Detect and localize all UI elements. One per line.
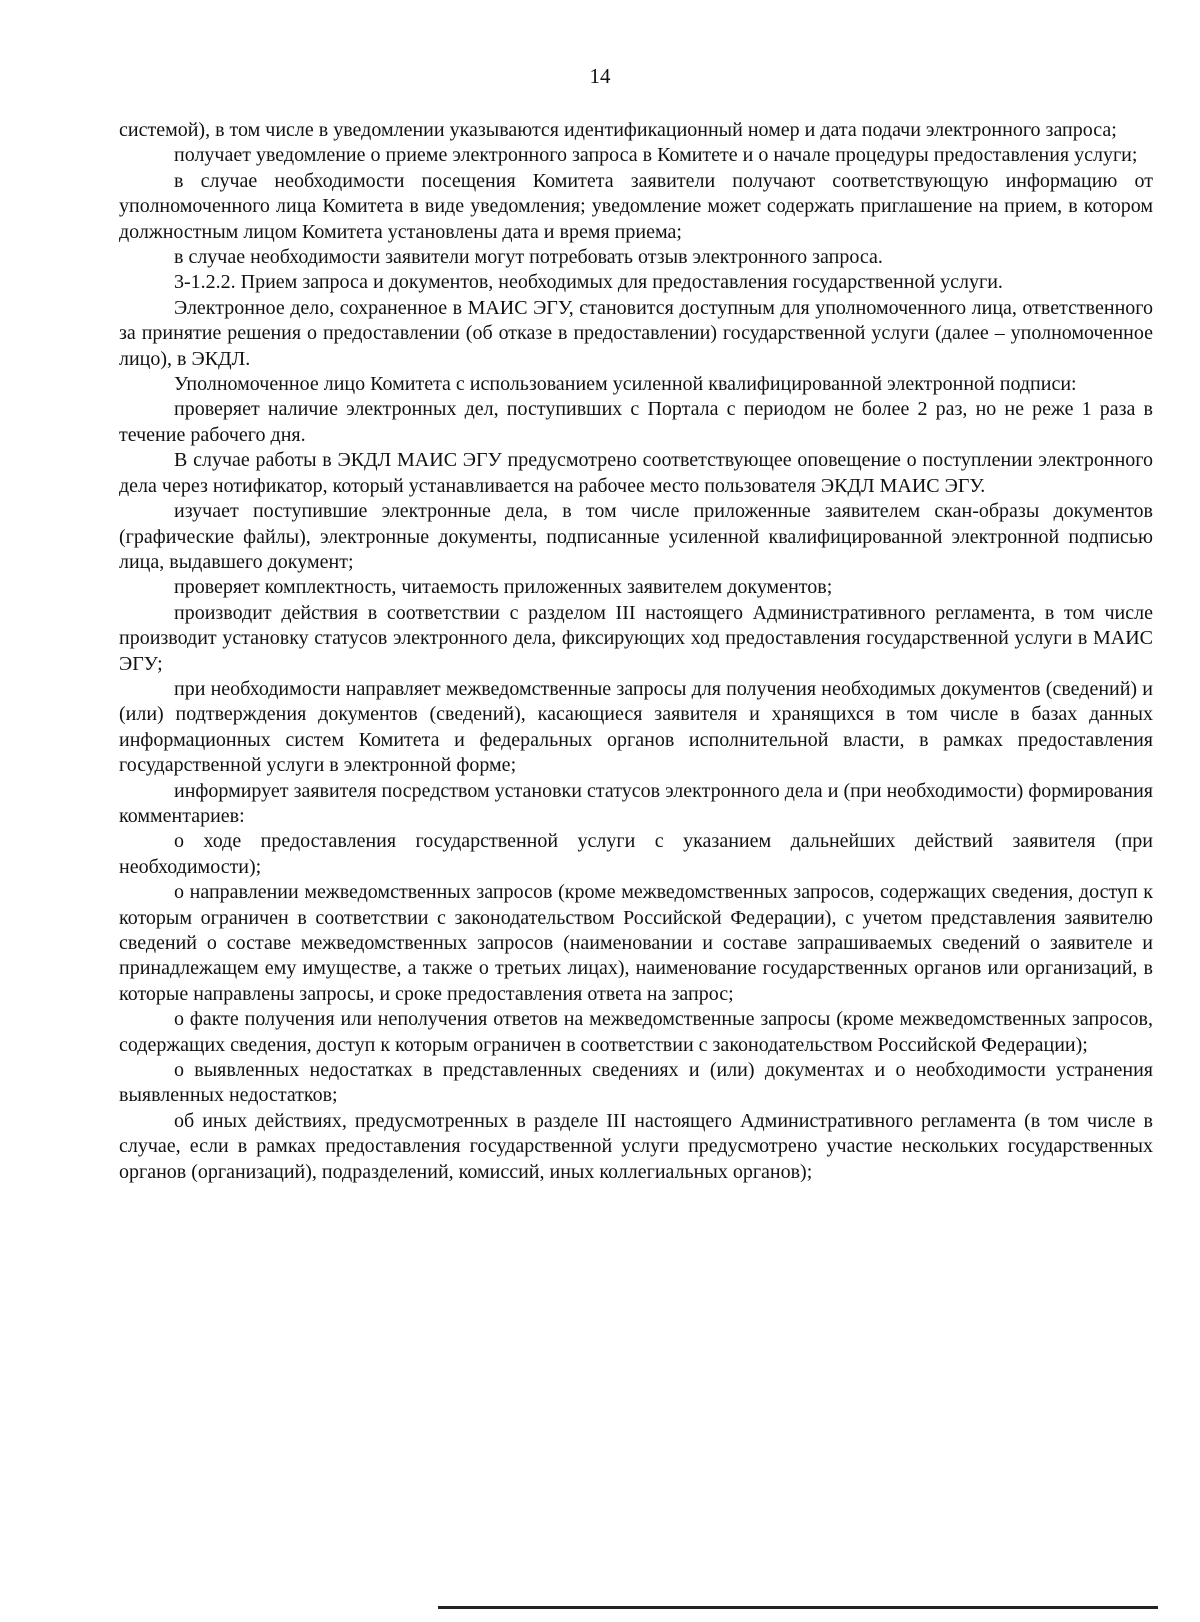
paragraph: о ходе предоставления государственной услуги с указанием дальнейших действий заявителя (при необходимости); <box>119 830 1153 878</box>
paragraph: Уполномоченное лицо Комитета с использованием усиленной квалифицированной электронной подписи: <box>174 373 1077 396</box>
bottom-rule <box>438 1606 1158 1609</box>
paragraph: в случае необходимости заявители могут потребовать отзыв электронного запроса. <box>174 246 883 269</box>
paragraph: изучает поступившие электронные дела, в том числе приложенные заявителем скан-образы документов (графические файлы), электронные документы, подписанные усиленной квалифицированной электронной подписью лица, выдавшего документ; <box>119 500 1153 573</box>
paragraph: об иных действиях, предусмотренных в разделе III настоящего Административного регламента (в том числе в случае, если в рамках предоставления государственной услуги предусмотрено участие нескольких государственных органов (организаций), подразделений, комиссий, иных коллегиальных органов); <box>119 1109 1153 1183</box>
paragraph: при необходимости направляет межведомственные запросы для получения необходимых документов (сведений) и (или) подтверждения документов (сведений), касающиеся заявителя и хранящихся в том числе в базах данных информационных систем Комитета и федеральных органов исполнительной власти, в рамках предоставления государственной услуги в электронной форме; <box>119 677 1153 777</box>
paragraph: о факте получения или неполучения ответов на межведомственные запросы (кроме межведомственных запросов, содержащих сведения, доступ к которым ограничен в соответствии с законодательством Российской Федерации); <box>119 1008 1153 1056</box>
section-heading: 3-1.2.2. Прием запроса и документов, необходимых для предоставления государственной услуги. <box>174 271 1003 294</box>
paragraph: системой), в том числе в уведомлении указываются идентификационный номер и дата подачи электронного запроса; <box>119 119 1117 141</box>
paragraph: производит действия в соответствии с разделом III настоящего Административного регламента, в том числе производит установку статусов электронного дела, фиксирующих ход предоставления государственной услуги в МАИС ЭГУ; <box>119 601 1153 675</box>
paragraph: информирует заявителя посредством установки статусов электронного дела и (при необходимости) формирования комментариев: <box>119 779 1153 827</box>
paragraph: Электронное дело, сохраненное в МАИС ЭГУ, становится доступным для уполномоченного лица, ответственного за принятие решения о предоставлении (об отказе в предоставлении) государственной услуги (далее – уполномоченное лицо), в ЭКДЛ. <box>119 296 1153 370</box>
paragraph: о направлении межведомственных запросов (кроме межведомственных запросов, содержащих сведения, доступ к которым ограничен в соответствии с законодательством Российской Федерации), с учетом представления заявителю сведений о составе межведомственных запросов (наименовании и составе запрашиваемых сведений о заявителе и принадлежащем ему имуществе, а также о третьих лицах), наименование государственных органов или организаций, в которые направлены запросы, и сроке предоставления ответа на запрос; <box>119 881 1153 1005</box>
page-number: 14 <box>589 64 611 88</box>
paragraph: получает уведомление о приеме электронного запроса в Комитете и о начале процедуры предоставления услуги; <box>174 144 1138 167</box>
document-body <box>119 118 1153 1185</box>
paragraph: о выявленных недостатках в представленных сведениях и (или) документах и о необходимости устранения выявленных недостатков; <box>119 1059 1153 1107</box>
paragraph: в случае необходимости посещения Комитета заявители получают соответствующую информацию от уполномоченного лица Комитета в виде уведомления; уведомление может содержать приглашение на прием, в котором должностным лицом Комитета установлены дата и время приема; <box>119 169 1153 243</box>
paragraph: проверяет комплектность, читаемость приложенных заявителем документов; <box>174 576 833 599</box>
paragraph: проверяет наличие электронных дел, поступивших с Портала с периодом не более 2 раз, но не реже 1 раза в течение рабочего дня. <box>119 398 1153 446</box>
paragraph: В случае работы в ЭКДЛ МАИС ЭГУ предусмотрено соответствующее оповещение о поступлении электронного дела через нотификатор, который устанавливается на рабочее место пользователя ЭКДЛ МАИС ЭГУ. <box>119 449 1153 497</box>
